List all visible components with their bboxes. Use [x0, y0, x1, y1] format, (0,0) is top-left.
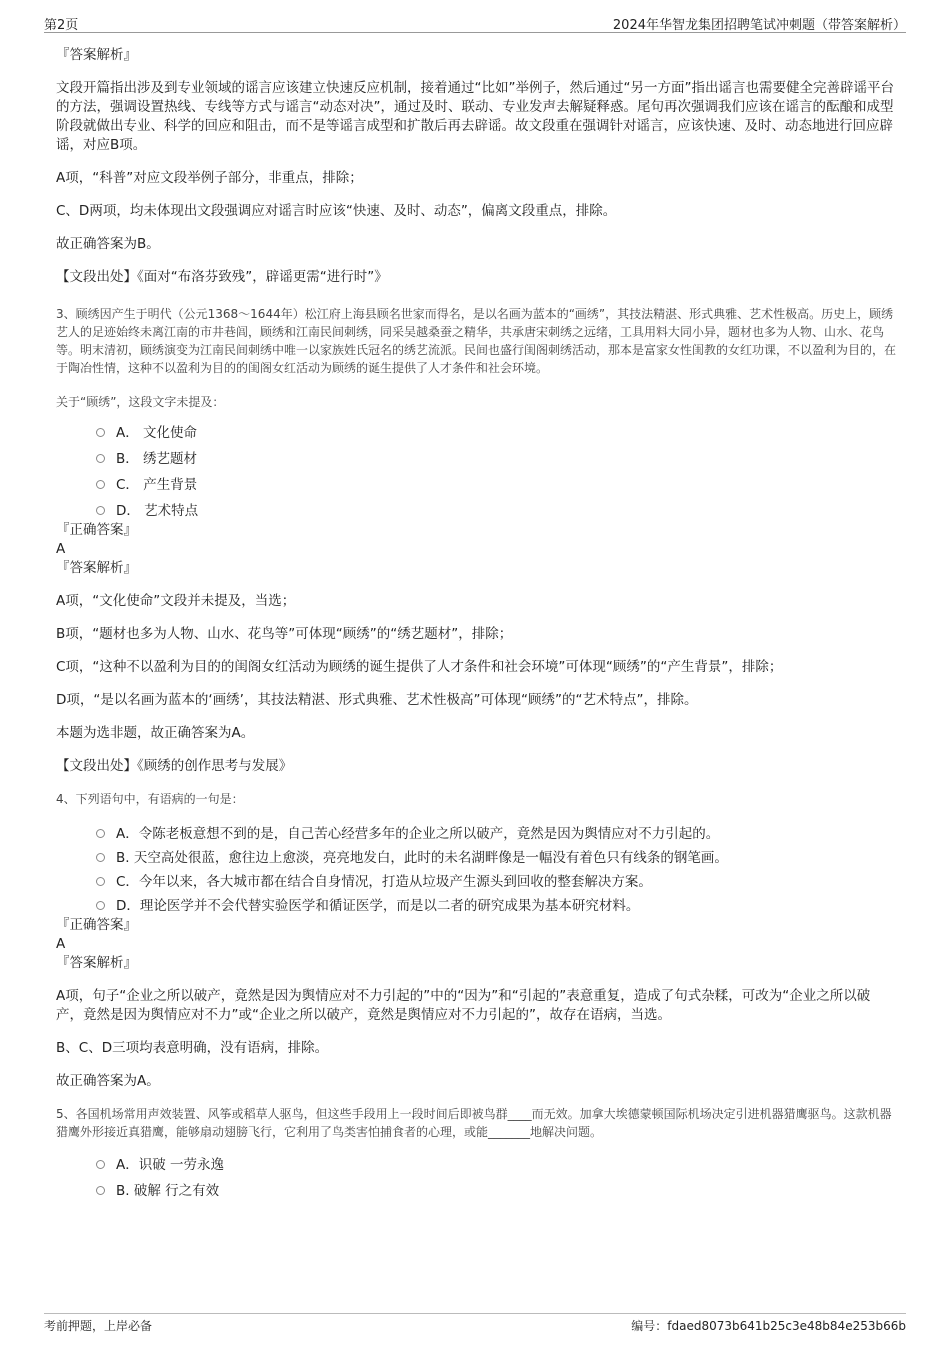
- question-3-option-a[interactable]: A． 文化使命: [96, 423, 896, 443]
- radio-icon[interactable]: [96, 901, 105, 910]
- question-3-option-b[interactable]: B． 绣艺题材: [96, 449, 896, 469]
- radio-icon[interactable]: [96, 1186, 105, 1195]
- analysis-label: 『答案解析』: [56, 560, 137, 576]
- radio-icon[interactable]: [96, 428, 105, 437]
- question-4-option-d[interactable]: D．理论医学并不会代替实验医学和循证医学，而是以二者的研究成果为基本研究材料。: [96, 896, 896, 916]
- answer-text: 本题为选非题，故正确答案为A。: [56, 725, 255, 741]
- question-4-stem: 4、下列语句中，有语病的一句是：: [56, 792, 244, 806]
- question-3-stem: 3、顾绣因产生于明代（公元1368～1644年）松江府上海县顾名世家而得名，是以名画为蓝本的“画绣”，其技法精湛、形式典雅、艺术性极高。历史上，顾绣艺人的足迹始终未离江南的市井巷闾，顾绣和江南民间刺绣，同采吴越桑蚕之精华，共承唐宋刺绣之远绪，工具用料大同小异，题材也多为人物、山水、花鸟等。明末清初，顾绣演变为江南民间刺绣中唯一以家族姓氏冠名的绣艺流派。民间也盛行闺阁刺绣活动，那本是富家女性闺教的女红功课，不以盈利为目的，在于陶冶性情，这种不以盈利为目的的闺阁女红活动为顾绣的诞生提供了人才条件和社会环境。: [56, 307, 897, 375]
- document-code: 编号：fdaed8073b641b25c3e48b84e253b66b: [631, 1319, 906, 1333]
- page-header: [44, 14, 906, 33]
- analysis-option-cd: C、D两项，均未体现出文段强调应对谣言时应该“快速、及时、动态”，偏离文段重点，排除。: [56, 203, 617, 219]
- footer-slogan: 考前押题，上岸必备: [44, 1319, 153, 1333]
- document-title: 2024年华智龙集团招聘笔试冲刺题（带答案解析）: [612, 18, 906, 33]
- source-text: 【文段出处】《顾绣的创作思考与发展》: [56, 758, 293, 774]
- answer-text: 故正确答案为A。: [56, 1073, 160, 1089]
- page-number: 第2页: [44, 18, 79, 33]
- radio-icon[interactable]: [96, 1160, 105, 1169]
- analysis-text: 文段开篇指出涉及到专业领域的谣言应该建立快速反应机制，接着通过“比如”举例子，然后通过“另一方面”指出谣言也需要健全完善辟谣平台的方法，强调设置热线、专线等方式与谣言“动态对决”，通过及时、联动、专业发声去解疑释惑。尾句再次强调我们应该在谣言的酝酿和成型阶段就做出专业、科学的回应和阻击，而不是等谣言成型和扩散后再去辟谣。故文段重在强调针对谣言，应该快速、及时、动态地进行回应辟谣，对应B项。: [56, 80, 894, 153]
- analysis-line: C项，“这种不以盈利为目的的闺阁女红活动为顾绣的诞生提供了人才条件和社会环境”可体现“顾绣”的“产生背景”，排除；: [56, 659, 783, 675]
- radio-icon[interactable]: [96, 829, 105, 838]
- question-5-option-a[interactable]: A．识破 一劳永逸: [96, 1155, 896, 1175]
- radio-icon[interactable]: [96, 506, 105, 515]
- analysis-option-bcd: B、C、D三项均表意明确，没有语病，排除。: [56, 1040, 329, 1056]
- analysis-line: A项，“文化使命”文段并未提及，当选；: [56, 593, 296, 609]
- analysis-label: 『答案解析』: [56, 955, 137, 971]
- question-5-stem: 5、各国机场常用声效装置、风筝或稻草人驱鸟，但这些手段用上一段时间后即被鸟群____而无效。加拿大埃德蒙顿国际机场决定引进机器猎鹰驱鸟。这款机器猎鹰外形接近真猎鹰，能够扇动翅膀飞行，它利用了鸟类害怕捕食者的心理，或能_______地解决问题。: [56, 1107, 892, 1139]
- question-4-option-c[interactable]: C．今年以来，各大城市都在结合自身情况，打造从垃圾产生源头到回收的整套解决方案。: [96, 872, 896, 892]
- correct-answer: A: [56, 541, 66, 557]
- analysis-line: B项，“题材也多为人物、山水、花鸟等”可体现“顾绣”的“绣艺题材”，排除；: [56, 626, 513, 642]
- radio-icon[interactable]: [96, 454, 105, 463]
- radio-icon[interactable]: [96, 480, 105, 489]
- question-4-option-a[interactable]: A．令陈老板意想不到的是，自己苦心经营多年的企业之所以破产，竟然是因为舆情应对不力引起的。: [96, 824, 896, 844]
- page-footer: [44, 1313, 906, 1337]
- question-5-option-b[interactable]: B. 破解 行之有效: [96, 1181, 896, 1201]
- source-text: 【文段出处】《面对“布洛芬致残”，辟谣更需“进行时”》: [56, 269, 388, 285]
- question-3-option-c[interactable]: C． 产生背景: [96, 475, 896, 495]
- question-3-prompt: 关于“顾绣”，这段文字未提及：: [56, 395, 225, 409]
- analysis-option-a: A项，句子“企业之所以破产，竟然是因为舆情应对不力引起的”中的“因为”和“引起的”表意重复，造成了句式杂糅，可改为“企业之所以破产，竟然是因为舆情应对不力”或“企业之所以破产，竟然是舆情应对不力引起的”，故存在语病，当选。: [56, 988, 871, 1023]
- radio-icon[interactable]: [96, 853, 105, 862]
- radio-icon[interactable]: [96, 877, 105, 886]
- question-4-option-b[interactable]: B. 天空高处很蓝，愈往边上愈淡，亮亮地发白，此时的未名湖畔像是一幅没有着色只有线条的钢笔画。: [96, 848, 896, 868]
- question-3-option-d[interactable]: D． 艺术特点: [96, 501, 896, 521]
- analysis-option-a: A项，“科普”对应文段举例子部分，非重点，排除；: [56, 170, 363, 186]
- correct-answer: A: [56, 936, 66, 952]
- analysis-label: 『答案解析』: [56, 47, 137, 63]
- page-content: [56, 46, 896, 1201]
- answer-text: 故正确答案为B。: [56, 236, 160, 252]
- correct-answer-label: 『正确答案』: [56, 917, 137, 933]
- correct-answer-label: 『正确答案』: [56, 522, 137, 538]
- analysis-line: D项，“是以名画为蓝本的‘画绣’，其技法精湛、形式典雅、艺术性极高”可体现“顾绣”的“艺术特点”，排除。: [56, 692, 698, 708]
